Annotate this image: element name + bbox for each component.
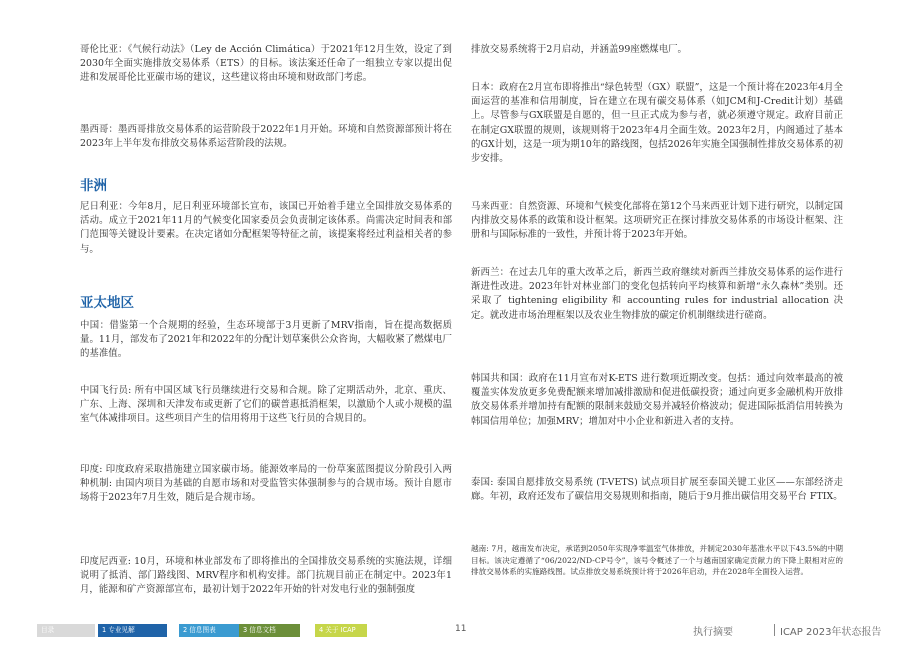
section-label: 执行摘要 [693, 627, 733, 638]
vietnam-paragraph: 越南: 7月，越南发布决定，承诺到2050年实现净零温室气体排放，并制定2030年基准水平以下43.5%的中期目标。该决定遵循了“06/2022/ND-CP号令”，该号令概述了一个与越南国家确定贡献力的下降上限相对应的排放交易体系的实施路线图。试点排放交易系统预计将于2026年启动，并在2028年全面投入运营。 [471, 544, 843, 577]
korea-paragraph: 韩国共和国：政府在11月宣布对K-ETS 进行数项近期改变。包括：通过向效率最高的被覆盖实体发放更多免费配额来增加减排激励和促进低碳投资；通过向更多金融机构开放排放交易体系并增加持有配额的限制来鼓励交易并减轻价格波动；促进国际抵消信用转换为韩国信用单位；加强MRV；增加对中小企业和新进入者的支持。 [471, 373, 843, 427]
africa-heading: 非洲 [80, 178, 107, 194]
indonesia-continued-paragraph: 排放交易系统将于2月启动，并涵盖99座燃煤电厂。 [471, 44, 687, 55]
footer-bar [37, 621, 887, 641]
thailand-paragraph: 泰国: 泰国自愿排放交易系统 (T-VETS) 试点项目扩展至泰国关键工业区——东部经济走廊。年初，政府还发布了碳信用交易规则和指南，随后于9月推出碳信用交易平台 FTIX。 [471, 477, 843, 503]
mexico-paragraph: 墨西哥：墨西哥排放交易体系的运营阶段于2022年1月开始。环境和自然资源部预计将在2023年上半年发布排放交易体系运营阶段的法规。 [80, 124, 452, 150]
tab-infographics[interactable]: 2 信息图表 [179, 624, 239, 637]
report-label: ICAP 2023年状态报告 [780, 627, 882, 638]
japan-paragraph: 日本：政府在2月宣布即将推出“绿色转型（GX）联盟”，这是一个预计将在2023年4月全面运营的基准和信用制度，旨在建立在现有碳交易体系（如JCM和J-Credit计划）基础上。尽管参与GX联盟是自愿的，但一旦正式成为参与者，就必须遵守规定。政府目前正在制定GX联盟的规则，该规则将于2023年4月全面生效。2023年2月，内阁通过了基本的GX计划，这是一项为期10年的路线图，包括2026年实施全国强制性排放交易体系的初步安排。 [471, 82, 843, 165]
footer-divider [774, 624, 775, 636]
nigeria-paragraph: 尼日利亚：今年8月，尼日利亚环境部长宣布，该国已开始着手建立全国排放交易体系的活动。成立于2021年11月的气候变化国家委员会负责制定该体系。尚需决定时间表和部门范围等关键设计要素。在决定诸如分配框架等特征之前，该提案将经过利益相关者的参与。 [80, 201, 452, 255]
indonesia-paragraph: 印度尼西亚: 10月，环境和林业部发布了即将推出的全国排放交易系统的实施法规，详细说明了抵消、部门路线图、MRV程序和机构安排。部门抗规目前正在制定中。2023年1月，能源和矿产资源部宣布，最初计划于2022年开始的针对发电行业的强制强度 [80, 556, 452, 596]
page-number: 11 [455, 624, 467, 634]
tab-expert-insights[interactable]: 1 专业见解 [98, 624, 167, 637]
china-pilots-paragraph: 中国飞行员: 所有中国区域飞行员继续进行交易和合规。除了定期活动外，北京、重庆、广东、上海、深圳和天津发布或更新了它们的碳普惠抵消框架，以激励个人或小规模的温室气体减排项目。这些项目产生的信用将用于这些飞行员的合规目的。 [80, 385, 452, 425]
colombia-paragraph: 哥伦比亚：《气候行动法》（Ley de Acción Climática）于2021年12月生效，设定了到2030年全面实施排放交易体系（ETS）的目标。该法案还任命了一组独立专家以提出促进和发展哥伦比亚碳市场的建议，这些建议将由环境和财政部门考虑。 [80, 44, 452, 84]
tab-about-icap[interactable]: 4 关于 ICAP [315, 624, 367, 637]
tab-contents[interactable]: 目录 [37, 624, 95, 637]
apac-heading: 亚太地区 [80, 295, 134, 311]
malaysia-paragraph: 马来西亚：自然资源、环境和气候变化部将在第12个马来西亚计划下进行研究，以制定国内排放交易体系的政策和设计框架。这项研究正在探讨排放交易体系的市场设计框架、注册和与国际标准的一致性，并预计将于2023年开始。 [471, 201, 843, 241]
tab-info-documents[interactable]: 3 信息文档 [239, 624, 300, 637]
india-paragraph: 印度: 印度政府采取措施建立国家碳市场。能源效率局的一份草案蓝图提议分阶段引入两种机制: 由国内项目为基础的自愿市场和对受监管实体强制参与的合规市场。预计自愿市场将于2023年7月生效，随后是合规市场。 [80, 464, 452, 504]
china-paragraph: 中国：借鉴第一个合规期的经验，生态环境部于3月更新了MRV指南，旨在提高数据质量。11月，部发布了2021年和2022年的分配计划草案供公众咨询，大幅收紧了燃煤电厂的基准值。 [80, 320, 452, 360]
new-zealand-paragraph: 新西兰：在过去几年的重大改革之后，新西兰政府继续对新西兰排放交易体系的运作进行渐进性改进。2023年针对林业部门的变化包括转向平均核算和新增“永久森林”类别。还采取了 tightening eligibility 和 accounting rules for industrial allocation 决定。就改进市场治理框架以及农业生物排放的碳定价机制继续进行磋商。 [471, 267, 843, 321]
